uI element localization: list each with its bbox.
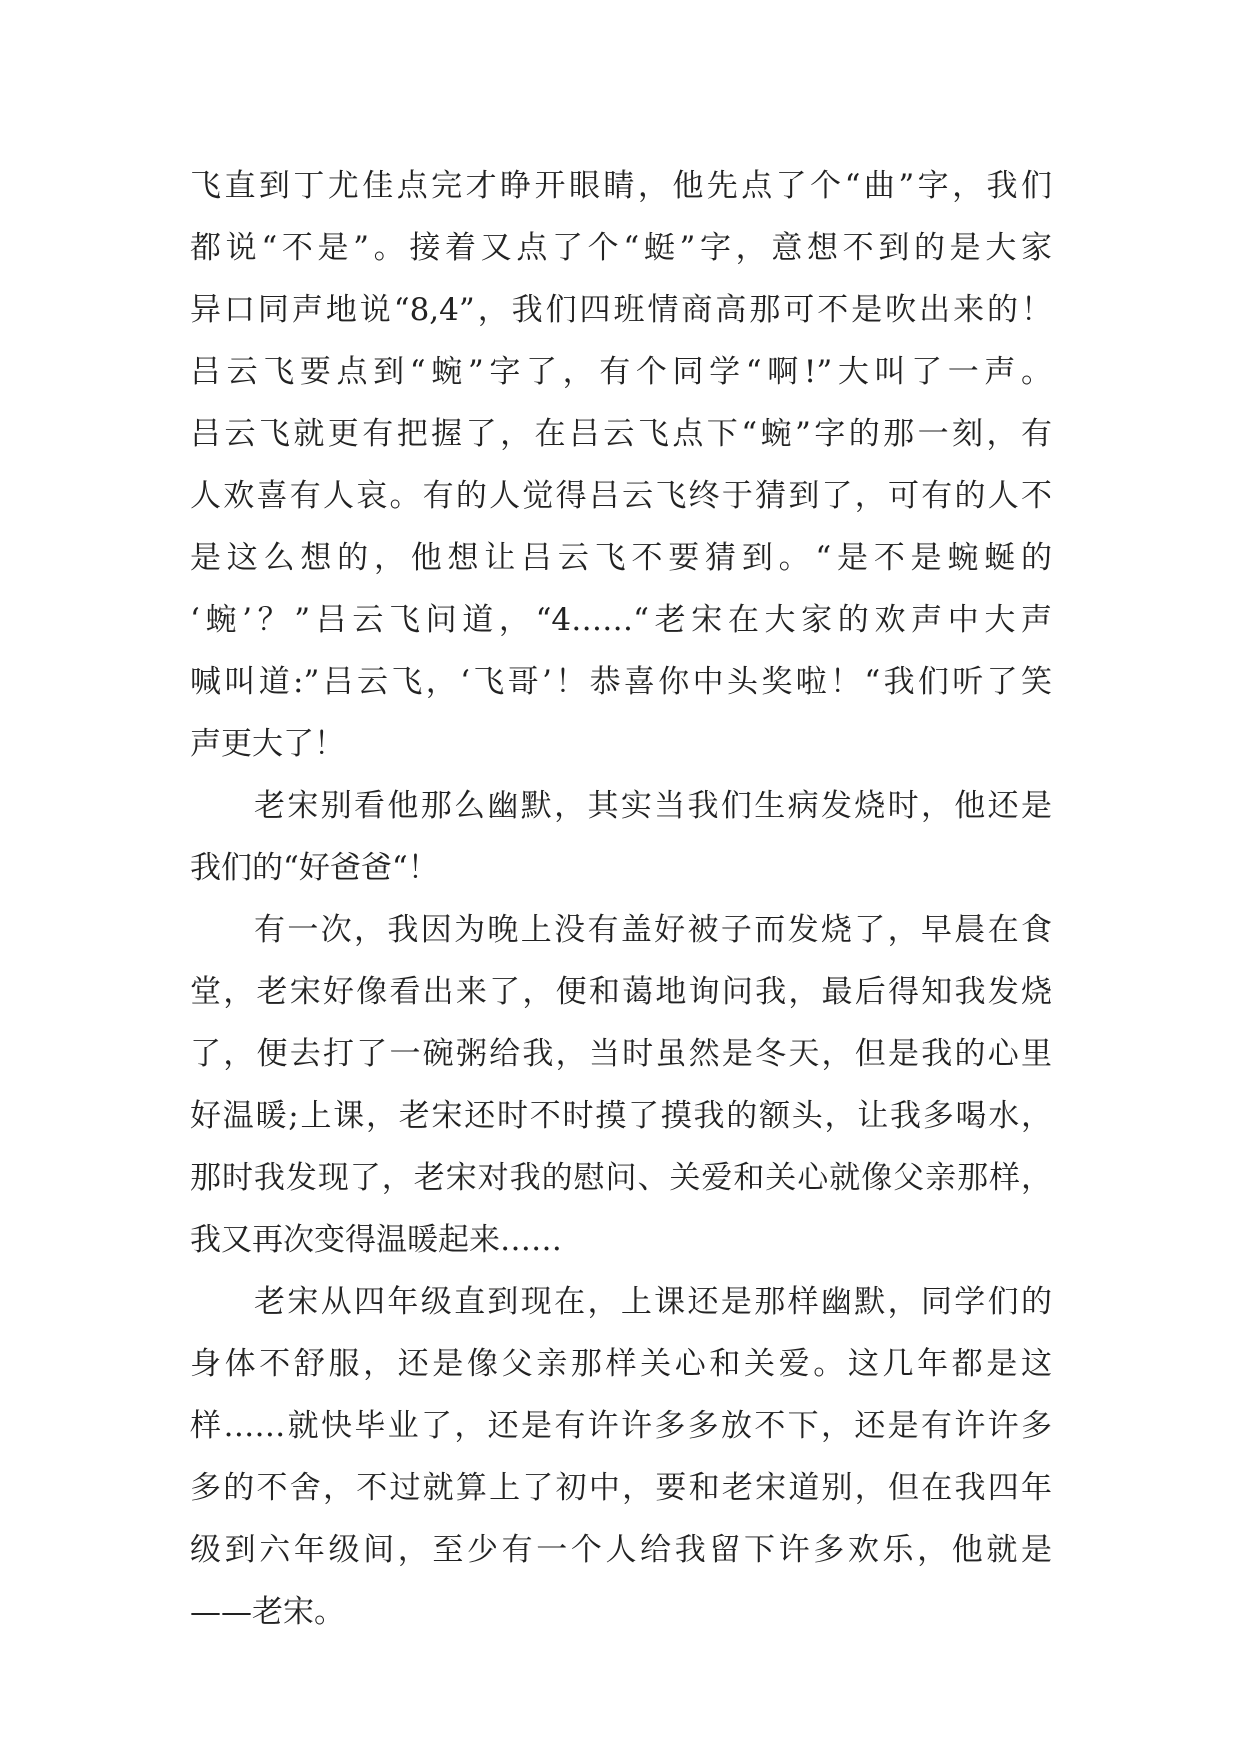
text-line: 有一次，我因为晚上没有盖好被子而发烧了，早晨在食 (254, 912, 1052, 948)
paragraph (190, 1271, 1052, 1643)
paragraph (190, 155, 1052, 775)
text-line: 样……就快毕业了，还是有许许多多放不下，还是有许许多 (190, 1408, 1052, 1444)
text-line: 多的不舍，不过就算上了初中，要和老宋道别，但在我四年 (190, 1470, 1052, 1506)
text-line: ‘蜿’？”吕云飞问道，“4……“老宋在大家的欢声中大声 (190, 602, 1052, 638)
text-line: 了，便去打了一碗粥给我，当时虽然是冬天，但是我的心里 (190, 1036, 1052, 1072)
text-line: 声更大了！ (190, 726, 345, 762)
text-line: 都说“不是”。接着又点了个“蜓”字，意想不到的是大家 (190, 230, 1052, 266)
text-line: 老宋别看他那么幽默，其实当我们生病发烧时，他还是 (254, 788, 1052, 824)
text-line: 好温暖;上课，老宋还时不时摸了摸我的额头，让我多喝水， (190, 1098, 1052, 1134)
text-line: 堂，老宋好像看出来了，便和蔼地询问我，最后得知我发烧 (190, 974, 1052, 1010)
text-line: 喊叫道:”吕云飞，‘飞哥’！恭喜你中头奖啦！“我们听了笑 (190, 664, 1052, 700)
text-line: 身体不舒服，还是像父亲那样关心和关爱。这几年都是这 (190, 1346, 1052, 1382)
text-line: 吕云飞要点到“蜿”字了，有个同学“啊!”大叫了一声。 (190, 354, 1052, 390)
text-line: 级到六年级间，至少有一个人给我留下许多欢乐，他就是 (190, 1532, 1052, 1568)
text-line: 飞直到丁尤佳点完才睁开眼睛，他先点了个“曲”字，我们 (190, 168, 1052, 204)
paragraph (190, 899, 1052, 1271)
text-line: 老宋从四年级直到现在，上课还是那样幽默，同学们的 (254, 1284, 1052, 1320)
body-text (190, 155, 1052, 1643)
text-line: 人欢喜有人哀。有的人觉得吕云飞终于猜到了，可有的人不 (190, 478, 1052, 514)
text-line: 那时我发现了，老宋对我的慰问、关爱和关心就像父亲那样， (190, 1160, 1052, 1196)
text-line: 我们的“好爸爸“！ (190, 850, 439, 886)
text-line: 吕云飞就更有把握了，在吕云飞点下“蜿”字的那一刻，有 (190, 416, 1052, 452)
text-line: 是这么想的，他想让吕云飞不要猜到。“是不是蜿蜒的 (190, 540, 1052, 576)
paragraph (190, 775, 1052, 899)
text-line: ——老宋。 (190, 1594, 345, 1630)
text-line: 异口同声地说“8,4”，我们四班情商高那可不是吹出来的！ (190, 292, 1052, 328)
text-line: 我又再次变得温暖起来…… (190, 1222, 562, 1258)
